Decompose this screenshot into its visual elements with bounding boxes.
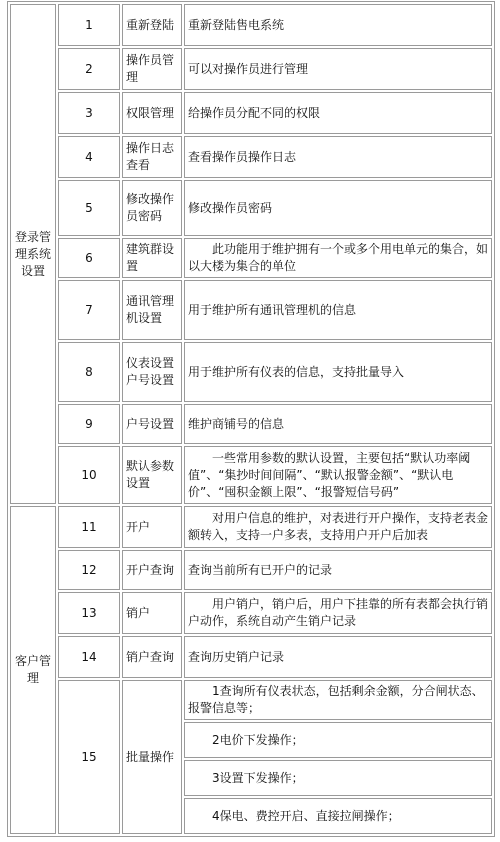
table-row [10, 238, 492, 278]
row-number: 4 [58, 136, 120, 178]
row-number: 3 [58, 92, 120, 134]
function-name: 销户查询 [122, 636, 182, 678]
row-number: 5 [58, 180, 120, 236]
row-number: 15 [58, 680, 120, 834]
row-number: 11 [58, 506, 120, 548]
row-number: 13 [58, 592, 120, 634]
function-name: 销户 [122, 592, 182, 634]
table-row [10, 550, 492, 590]
function-name: 默认参数设置 [122, 446, 182, 504]
row-number: 10 [58, 446, 120, 504]
table-row [10, 48, 492, 90]
table-row [10, 180, 492, 236]
table-row [10, 280, 492, 340]
function-description: 查询历史销户记录 [184, 636, 492, 678]
batch-sub-item: 1查询所有仪表状态，包括剩余金额，分合闸状态、报警信息等； [184, 680, 492, 720]
function-table [7, 1, 495, 837]
function-description: 对用户信息的维护，对表进行开户操作，支持老表金额转入，支持一户多表，支持用户开户后加表 [184, 506, 492, 548]
function-description: 维护商铺号的信息 [184, 404, 492, 444]
function-name: 通讯管理机设置 [122, 280, 182, 340]
function-name: 开户查询 [122, 550, 182, 590]
function-name: 开户 [122, 506, 182, 548]
function-name: 修改操作员密码 [122, 180, 182, 236]
function-name: 户号设置 [122, 404, 182, 444]
function-name: 操作日志查看 [122, 136, 182, 178]
function-description: 此功能用于维护拥有一个或多个用电单元的集合，如以大楼为集合的单位 [184, 238, 492, 278]
function-description: 修改操作员密码 [184, 180, 492, 236]
row-number: 7 [58, 280, 120, 340]
table-row [10, 342, 492, 402]
function-description: 用于维护所有通讯管理机的信息 [184, 280, 492, 340]
table-row [10, 680, 492, 720]
batch-sub-item: 4保电、费控开启、直接拉闸操作； [184, 798, 492, 834]
row-number: 8 [58, 342, 120, 402]
row-number: 14 [58, 636, 120, 678]
table-row [10, 446, 492, 504]
function-description: 可以对操作员进行管理 [184, 48, 492, 90]
row-number: 6 [58, 238, 120, 278]
function-description: 用户销户，销户后，用户下挂靠的所有表都会执行销户动作，系统自动产生销户记录 [184, 592, 492, 634]
row-number: 9 [58, 404, 120, 444]
category-cell: 客户管理 [10, 506, 56, 834]
table-row [10, 4, 492, 46]
function-name: 权限管理 [122, 92, 182, 134]
function-description: 查看操作员操作日志 [184, 136, 492, 178]
category-cell: 登录管理系统设置 [10, 4, 56, 504]
function-name: 操作员管理 [122, 48, 182, 90]
function-description: 给操作员分配不同的权限 [184, 92, 492, 134]
table-row [10, 92, 492, 134]
table-row [10, 506, 492, 548]
function-name: 建筑群设置 [122, 238, 182, 278]
function-name: 重新登陆 [122, 4, 182, 46]
batch-sub-item: 2电价下发操作； [184, 722, 492, 758]
table-row [10, 636, 492, 678]
function-description: 一些常用参数的默认设置，主要包括“默认功率阈值”、“集抄时间间隔”、“默认报警金额”、“默认电价”、“囤积金额上限”、“报警短信号码” [184, 446, 492, 504]
function-description: 用于维护所有仪表的信息，支持批量导入 [184, 342, 492, 402]
function-description: 查询当前所有已开户的记录 [184, 550, 492, 590]
function-name: 仪表设置户号设置 [122, 342, 182, 402]
function-name: 批量操作 [122, 680, 182, 834]
row-number: 12 [58, 550, 120, 590]
row-number: 1 [58, 4, 120, 46]
batch-sub-item: 3设置下发操作； [184, 760, 492, 796]
row-number: 2 [58, 48, 120, 90]
table-row [10, 404, 492, 444]
table-row [10, 592, 492, 634]
function-description: 重新登陆售电系统 [184, 4, 492, 46]
table-row [10, 136, 492, 178]
